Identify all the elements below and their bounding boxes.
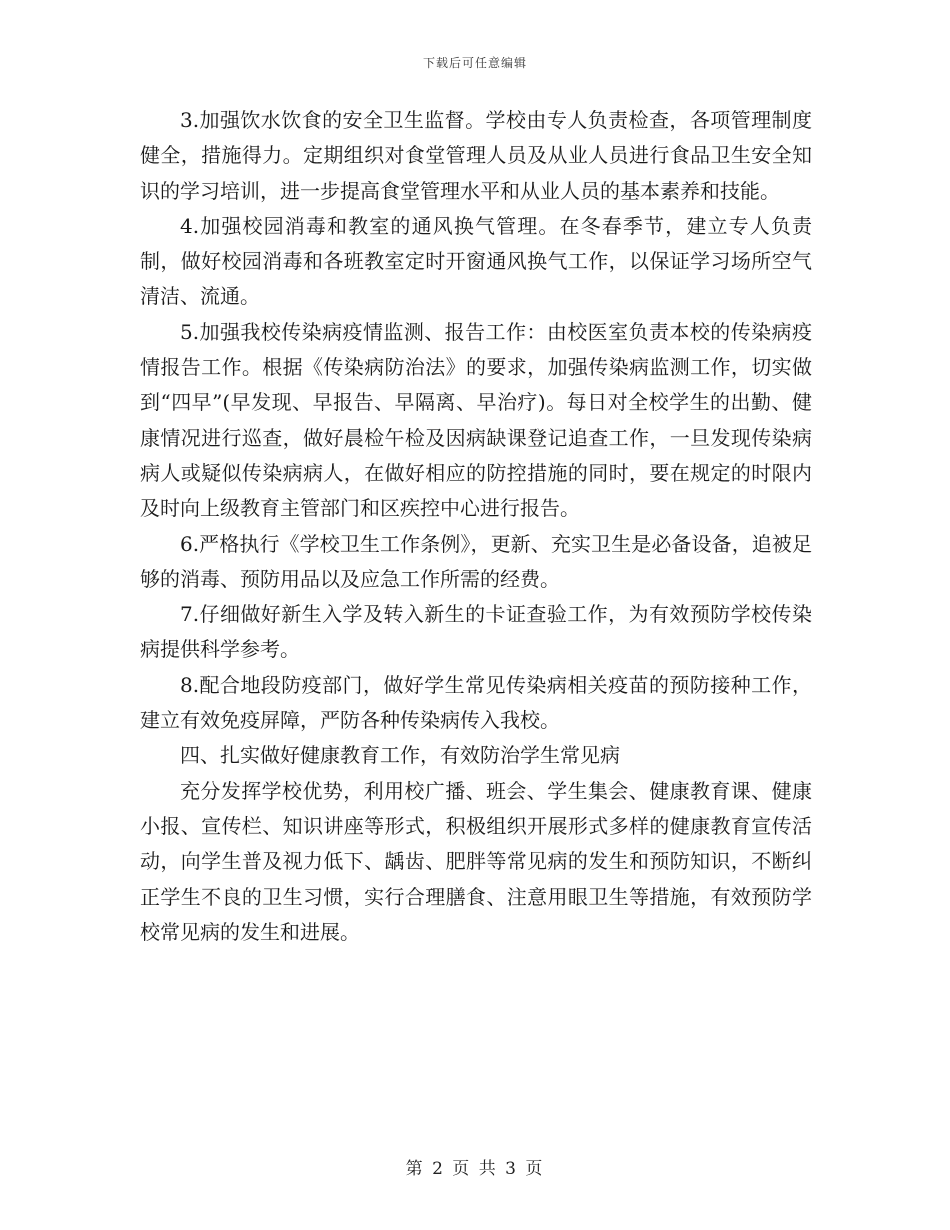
footer-prefix: 第 xyxy=(405,1159,425,1179)
current-page-number: 2 xyxy=(432,1159,445,1179)
footer-suffix: 页 xyxy=(525,1159,545,1179)
page-footer xyxy=(0,1154,950,1179)
paragraph-health-education: 充分发挥学校优势，利用校广播、班会、学生集会、健康教育课、健康小报、宣传栏、知识讲座等形式，积极组织开展形式多样的健康教育宣传活动，向学生普及视力低下、龋齿、肥胖等常见病的发生和预防知识，不断纠正学生不良的卫生习惯，实行合理膳食、注意用眼卫生等措施，有效预防学校常见病的发生和进展。 xyxy=(140,778,812,944)
paragraph-item-6: 6.严格执行《学校卫生工作条例》，更新、充实卫生是必备设备，追被足够的消毒、预防用品以及应急工作所需的经费。 xyxy=(140,531,812,591)
paragraph-item-8: 8.配合地段防疫部门，做好学生常见传染病相关疫苗的预防接种工作，建立有效免疫屏障，严防各种传染病传入我校。 xyxy=(140,672,812,733)
footer-middle: 页 共 xyxy=(452,1159,498,1179)
page-header: 下载后可任意编辑 xyxy=(422,56,527,70)
total-page-number: 3 xyxy=(505,1159,518,1179)
document-body xyxy=(140,103,812,950)
paragraph-item-3: 3.加强饮水饮食的安全卫生监督。学校由专人负责检查，各项管理制度健全，措施得力。定期组织对食堂管理人员及从业人员进行食品卫生安全知识的学习培训，进一步提高食堂管理水平和从业人员的基本素养和技能。 xyxy=(140,108,812,203)
paragraph-item-4: 4.加强校园消毒和教室的通风换气管理。在冬春季节，建立专人负责制，做好校园消毒和各班教室定时开窗通风换气工作，以保证学习场所空气清洁、流通。 xyxy=(140,213,812,309)
section-heading: 四、扎实做好健康教育工作，有效防治学生常见病 xyxy=(180,743,620,768)
paragraph-item-7: 7.仔细做好新生入学及转入新生的卡证查验工作，为有效预防学校传染病提供科学参考。 xyxy=(140,602,812,662)
paragraph-item-5: 5.加强我校传染病疫情监测、报告工作：由校医室负责本校的传染病疫情报告工作。根据《传染病防治法》的要求，加强传染病监测工作，切实做到“四早”(早发现、早报告、早隔离、早治疗)。每日对全校学生的出勤、健康情况进行巡查，做好晨检午检及因病缺课登记追查工作，一旦发现传染病病人或疑似传染病病人，在做好相应的防控措施的同时，要在规定的时限内及时向上级教育主管部门和区疾控中心进行报告。 xyxy=(140,319,812,521)
